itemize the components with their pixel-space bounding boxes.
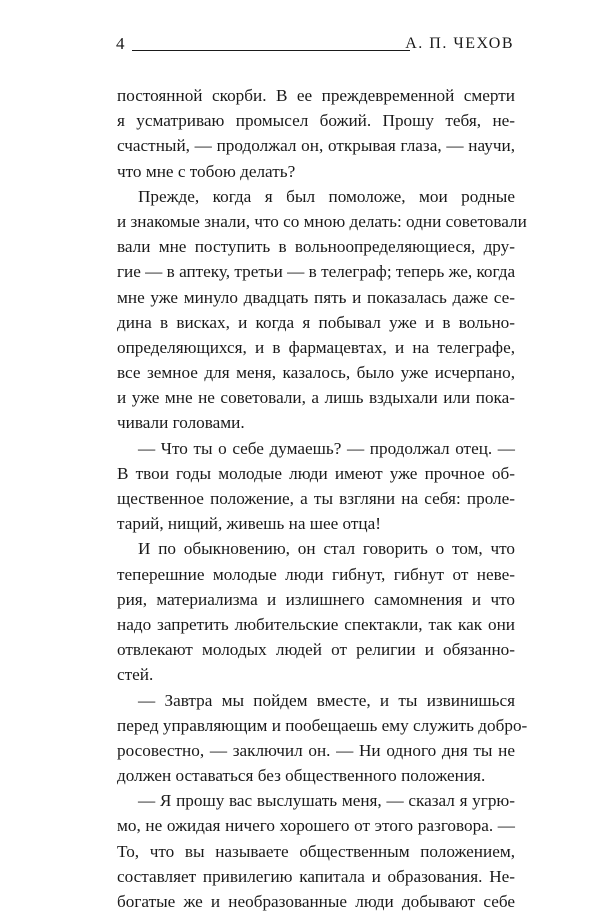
paragraph-first-line: И по обыкновению, он стал говорить о том, что	[138, 539, 515, 559]
text-line: перед управляющим и пообещаешь ему служить добро-	[117, 715, 528, 735]
text-line: что мне с тобою делать?	[117, 161, 296, 181]
text-line: вали мне поступить в вольноопределяющиеся, дру-	[117, 237, 515, 257]
paragraph-first-line: — Я прошу вас выслушать меня, — сказал я угрю-	[138, 791, 515, 811]
text-line: То, что вы называете общественным положением,	[117, 841, 515, 861]
text-line: определяющихся, и в фармацевтах, и на телеграфе,	[117, 337, 515, 357]
text-line: надо запретить любительские спектакли, так как они	[117, 614, 515, 634]
text-line: я усматриваю промысел божий. Прошу тебя, не-	[117, 111, 515, 131]
running-title-author: А. П. ЧЕХОВ	[405, 35, 514, 52]
text-line: и уже мне не советовали, а лишь вздыхали или пока-	[117, 388, 515, 408]
text-line: теперешние молодые люди гибнут, гибнут от неве-	[117, 564, 515, 584]
text-line: все земное для меня, казалось, было уже исчерпано,	[117, 363, 515, 383]
body-text	[117, 83, 528, 914]
text-line: счастный, — продолжал он, открывая глаза, — научи,	[117, 136, 515, 156]
paragraph-first-line: — Что ты о себе думаешь? — продолжал отец. —	[138, 438, 515, 458]
text-line: В твои годы молодые люди имеют уже прочное об-	[117, 463, 515, 483]
text-line: отвлекают молодых людей от религии и обязанно-	[117, 640, 515, 660]
text-line: дина в висках, и когда я побывал уже и в вольно-	[117, 312, 515, 332]
text-line: богатые же и необразованные люди добывают себе	[117, 892, 515, 911]
text-line: мне уже минуло двадцать пять и показалась даже се-	[117, 287, 515, 307]
text-line: тарий, нищий, живешь на шее отца!	[117, 514, 381, 534]
text-line: мо, не ожидая ничего хорошего от этого разговора. —	[117, 816, 515, 836]
text-line: гие — в аптеку, третьи — в телеграф; теперь же, когда	[117, 262, 516, 282]
text-line: составляет привилегию капитала и образования. Не-	[117, 866, 515, 886]
running-head	[116, 34, 514, 56]
page-number: 4	[116, 34, 125, 53]
text-line: постоянной скорби. В ее преждевременной смерти	[117, 86, 515, 105]
header-rule	[132, 50, 410, 51]
text-line: должен оставаться без общественного положения.	[117, 766, 486, 786]
text-line: щественное положение, а ты взгляни на себя: проле-	[117, 489, 515, 508]
text-line: рия, материализма и излишнего самомнения и что	[117, 589, 515, 609]
paragraph-first-line: — Завтра мы пойдем вместе, и ты извинишься	[138, 690, 515, 710]
paragraph-first-line: Прежде, когда я был помоложе, мои родные	[138, 186, 515, 206]
text-line: росовестно, — заключил он. — Ни одного дня ты не	[117, 740, 515, 760]
text-line: стей.	[117, 665, 154, 685]
text-line: и знакомые знали, что со мною делать: одни советовали	[117, 211, 527, 231]
text-line: чивали головами.	[117, 413, 245, 433]
